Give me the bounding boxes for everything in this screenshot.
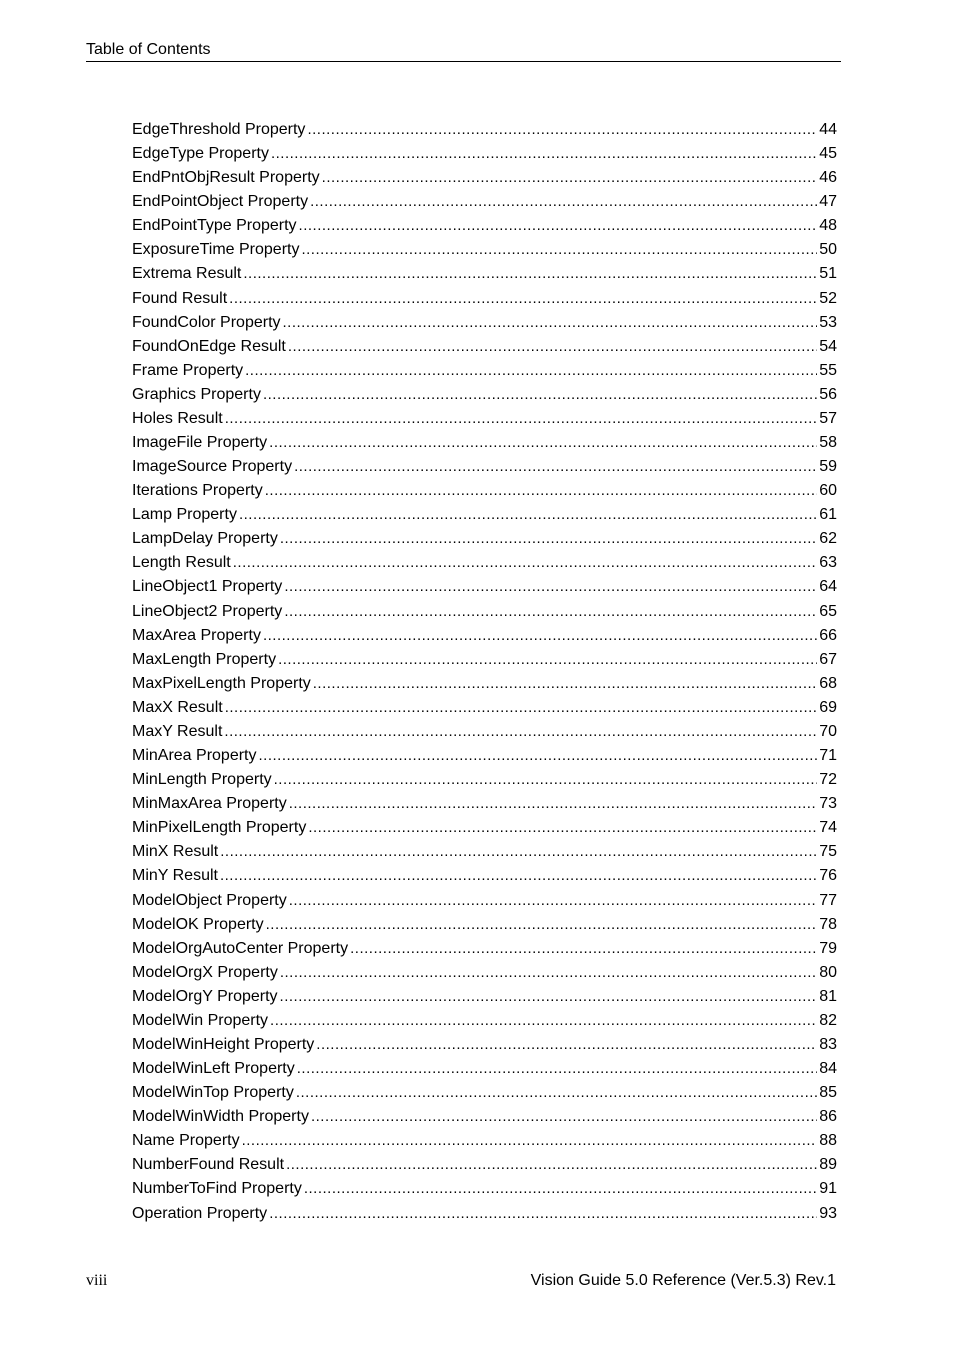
toc-entry-page-number[interactable]: 61	[819, 506, 837, 524]
toc-entry[interactable]	[132, 1177, 837, 1201]
toc-entry-page-number[interactable]: 58	[819, 434, 837, 452]
toc-entry-page-number[interactable]: 51	[819, 265, 837, 283]
toc-entry[interactable]	[132, 792, 837, 816]
toc-entry[interactable]	[132, 214, 837, 238]
toc-dot-leader	[289, 792, 817, 816]
toc-entry-page-number[interactable]: 84	[819, 1060, 837, 1078]
toc-entry[interactable]	[132, 961, 837, 985]
toc-entry-page-number[interactable]: 71	[819, 747, 837, 765]
toc-dot-leader	[284, 600, 817, 624]
toc-entry[interactable]	[132, 527, 837, 551]
toc-entry[interactable]	[132, 503, 837, 527]
toc-entry-title[interactable]: Graphics Property	[132, 385, 261, 403]
toc-entry-page-number[interactable]: 81	[819, 987, 837, 1005]
toc-dot-leader	[284, 575, 817, 599]
page-header	[86, 40, 841, 62]
toc-dot-leader	[259, 744, 818, 768]
toc-dot-leader	[225, 407, 818, 431]
toc-entry-title[interactable]: NumberFound Result	[132, 1156, 285, 1174]
toc-entry-page-number[interactable]: 76	[819, 867, 837, 885]
toc-entry-title[interactable]: Iterations Property	[132, 482, 263, 500]
toc-dot-leader	[243, 262, 817, 286]
toc-entry-page-number[interactable]: 53	[819, 313, 837, 331]
toc-dot-leader	[220, 840, 817, 864]
toc-entry-title[interactable]: ExposureTime Property	[132, 241, 300, 259]
toc-entry[interactable]	[132, 985, 837, 1009]
toc-entry-page-number[interactable]: 89	[819, 1156, 837, 1174]
toc-entry[interactable]	[132, 1105, 837, 1129]
toc-dot-leader	[310, 190, 817, 214]
toc-entry-page-number[interactable]: 50	[819, 241, 837, 259]
toc-entry[interactable]	[132, 359, 837, 383]
toc-dot-leader	[280, 527, 817, 551]
toc-entry-title[interactable]: LampDelay Property	[132, 530, 278, 548]
toc-entry[interactable]	[132, 287, 837, 311]
toc-dot-leader	[263, 383, 817, 407]
toc-entry[interactable]	[132, 455, 837, 479]
toc-dot-leader	[286, 1153, 817, 1177]
toc-entry[interactable]	[132, 142, 837, 166]
toc-entry-page-number[interactable]: 85	[819, 1084, 837, 1102]
toc-entry-page-number[interactable]: 83	[819, 1035, 837, 1053]
toc-entry-page-number[interactable]: 52	[819, 289, 837, 307]
toc-dot-leader	[304, 1177, 817, 1201]
toc-entry-title[interactable]: NumberToFind Property	[132, 1180, 302, 1198]
toc-entry-page-number[interactable]: 79	[819, 939, 837, 957]
toc-dot-leader	[307, 118, 817, 142]
toc-entry-title[interactable]: ModelWinTop Property	[132, 1084, 294, 1102]
toc-entry-title[interactable]: Operation Property	[132, 1204, 268, 1222]
toc-entry[interactable]	[132, 1129, 837, 1153]
toc-dot-leader	[271, 142, 817, 166]
toc-dot-leader	[242, 1129, 818, 1153]
toc-entry-title[interactable]: EdgeType Property	[132, 145, 269, 163]
toc-entry-page-number[interactable]: 66	[819, 626, 837, 644]
toc-entry-page-number[interactable]: 78	[819, 915, 837, 933]
toc-dot-leader	[224, 720, 817, 744]
toc-dot-leader	[278, 648, 817, 672]
toc-entry[interactable]	[132, 864, 837, 888]
toc-entry-title[interactable]: LineObject1 Property	[132, 578, 283, 596]
toc-entry[interactable]	[132, 407, 837, 431]
toc-entry[interactable]	[132, 937, 837, 961]
toc-entry-title[interactable]: ImageFile Property	[132, 434, 268, 452]
toc-entry[interactable]	[132, 238, 837, 262]
toc-entry-page-number[interactable]: 91	[819, 1180, 837, 1198]
toc-entry-title[interactable]: MaxPixelLength Property	[132, 674, 311, 692]
toc-entry[interactable]	[132, 816, 837, 840]
toc-entry[interactable]	[132, 1153, 837, 1177]
toc-dot-leader	[313, 672, 817, 696]
toc-entry[interactable]	[132, 1033, 837, 1057]
toc-dot-leader	[301, 238, 817, 262]
toc-entry-title[interactable]: MinX Result	[132, 843, 219, 861]
toc-entry[interactable]	[132, 648, 837, 672]
toc-dot-leader	[289, 889, 817, 913]
toc-entry-title[interactable]: MinMaxArea Property	[132, 795, 287, 813]
toc-entry-title[interactable]: LineObject2 Property	[132, 602, 283, 620]
toc-dot-leader	[225, 696, 818, 720]
toc-entry[interactable]	[132, 696, 837, 720]
toc-dot-leader	[265, 479, 817, 503]
toc-dot-leader	[233, 551, 817, 575]
toc-entry-title[interactable]: MaxX Result	[132, 698, 223, 716]
toc-entry-title[interactable]: MaxY Result	[132, 722, 223, 740]
toc-entry-page-number[interactable]: 64	[819, 578, 837, 596]
toc-entry-page-number[interactable]: 77	[819, 891, 837, 909]
toc-entry-title[interactable]: MaxLength Property	[132, 650, 277, 668]
toc-entry-page-number[interactable]: 65	[819, 602, 837, 620]
toc-entry-page-number[interactable]: 62	[819, 530, 837, 548]
toc-entry-title[interactable]: ModelObject Property	[132, 891, 287, 909]
toc-dot-leader	[239, 503, 817, 527]
toc-entry-title[interactable]: ModelWinWidth Property	[132, 1108, 309, 1126]
table-of-contents-list	[132, 118, 837, 1226]
toc-entry[interactable]	[132, 575, 837, 599]
toc-entry[interactable]	[132, 840, 837, 864]
toc-entry-title[interactable]: FoundColor Property	[132, 313, 281, 331]
toc-entry-page-number[interactable]: 54	[819, 337, 837, 355]
toc-entry[interactable]	[132, 744, 837, 768]
toc-entry-page-number[interactable]: 46	[819, 169, 837, 187]
toc-entry-page-number[interactable]: 68	[819, 674, 837, 692]
toc-entry-page-number[interactable]: 63	[819, 554, 837, 572]
toc-entry-page-number[interactable]: 48	[819, 217, 837, 235]
toc-entry-title[interactable]: ModelWinHeight Property	[132, 1035, 315, 1053]
toc-entry-title[interactable]: ModelWin Property	[132, 1011, 269, 1029]
toc-entry-title[interactable]: EndPointObject Property	[132, 193, 309, 211]
toc-entry-page-number[interactable]: 55	[819, 361, 837, 379]
toc-entry[interactable]	[132, 335, 837, 359]
toc-entry[interactable]	[132, 600, 837, 624]
toc-entry-page-number[interactable]: 45	[819, 145, 837, 163]
toc-entry[interactable]	[132, 190, 837, 214]
toc-entry[interactable]	[132, 889, 837, 913]
toc-entry-page-number[interactable]: 80	[819, 963, 837, 981]
toc-entry-title[interactable]: Extrema Result	[132, 265, 242, 283]
toc-entry[interactable]	[132, 431, 837, 455]
toc-dot-leader	[296, 1081, 817, 1105]
toc-entry-page-number[interactable]: 86	[819, 1108, 837, 1126]
toc-entry-title[interactable]: MinPixelLength Property	[132, 819, 307, 837]
toc-entry-title[interactable]: FoundOnEdge Result	[132, 337, 286, 355]
toc-entry-page-number[interactable]: 44	[819, 121, 837, 138]
toc-entry-title[interactable]: MinY Result	[132, 867, 218, 885]
toc-entry-page-number[interactable]: 82	[819, 1011, 837, 1029]
toc-entry-page-number[interactable]: 93	[819, 1204, 837, 1222]
toc-entry-page-number[interactable]: 47	[819, 193, 837, 211]
toc-entry-page-number[interactable]: 67	[819, 650, 837, 668]
toc-entry-title[interactable]: Found Result	[132, 289, 228, 307]
toc-dot-leader	[280, 961, 817, 985]
toc-entry[interactable]	[132, 479, 837, 503]
toc-entry-title[interactable]: ModelOrgX Property	[132, 963, 278, 981]
toc-entry[interactable]	[132, 1009, 837, 1033]
toc-entry-title[interactable]: ModelOrgAutoCenter Property	[132, 939, 349, 957]
toc-entry[interactable]	[132, 118, 837, 142]
toc-entry-title[interactable]: MaxArea Property	[132, 626, 261, 644]
toc-dot-leader	[308, 816, 817, 840]
toc-dot-leader	[299, 214, 818, 238]
toc-entry[interactable]	[132, 383, 837, 407]
toc-dot-leader	[263, 624, 817, 648]
toc-entry-title[interactable]: ModelOrgY Property	[132, 987, 278, 1005]
toc-entry[interactable]	[132, 672, 837, 696]
toc-entry[interactable]	[132, 311, 837, 335]
toc-entry-page-number[interactable]: 72	[819, 771, 837, 789]
footer-page-number: viii	[86, 1272, 108, 1289]
toc-dot-leader	[269, 1202, 817, 1226]
toc-entry-title[interactable]: Holes Result	[132, 409, 223, 427]
toc-dot-leader	[288, 335, 817, 359]
toc-entry-page-number[interactable]: 56	[819, 385, 837, 403]
toc-entry-title[interactable]: ModelWinLeft Property	[132, 1060, 295, 1078]
toc-entry-title[interactable]: Name Property	[132, 1132, 240, 1150]
toc-entry[interactable]	[132, 720, 837, 744]
toc-entry-page-number[interactable]: 88	[819, 1132, 837, 1150]
header-title: Table of Contents	[86, 41, 211, 58]
toc-entry-title[interactable]: MinArea Property	[132, 747, 257, 765]
toc-entry-page-number[interactable]: 74	[819, 819, 837, 837]
toc-entry-title[interactable]: Lamp Property	[132, 506, 237, 524]
toc-entry-page-number[interactable]: 57	[819, 409, 837, 427]
toc-entry[interactable]	[132, 551, 837, 575]
toc-dot-leader	[322, 166, 818, 190]
toc-entry-page-number[interactable]: 73	[819, 795, 837, 813]
toc-entry-title[interactable]: EdgeThreshold Property	[132, 121, 306, 138]
toc-entry-title[interactable]: ImageSource Property	[132, 458, 293, 476]
footer-document-title: Vision Guide 5.0 Reference (Ver.5.3) Rev.1	[530, 1272, 836, 1289]
toc-entry[interactable]	[132, 1057, 837, 1081]
toc-entry-title[interactable]: Frame Property	[132, 361, 244, 379]
toc-entry[interactable]	[132, 262, 837, 286]
toc-dot-leader	[350, 937, 817, 961]
toc-dot-leader	[280, 985, 818, 1009]
toc-entry[interactable]	[132, 1202, 837, 1226]
toc-entry-title[interactable]: EndPointType Property	[132, 217, 297, 235]
toc-entry[interactable]	[132, 166, 837, 190]
toc-dot-leader	[269, 431, 817, 455]
toc-dot-leader	[266, 913, 818, 937]
toc-entry-page-number[interactable]: 59	[819, 458, 837, 476]
toc-dot-leader	[294, 455, 817, 479]
toc-dot-leader	[229, 287, 817, 311]
toc-entry[interactable]	[132, 768, 837, 792]
toc-entry-title[interactable]: Length Result	[132, 554, 231, 572]
toc-entry[interactable]	[132, 1081, 837, 1105]
toc-dot-leader	[274, 768, 818, 792]
toc-entry-title[interactable]: EndPntObjResult Property	[132, 169, 320, 187]
toc-dot-leader	[245, 359, 817, 383]
toc-dot-leader	[316, 1033, 817, 1057]
toc-entry[interactable]	[132, 913, 837, 937]
toc-entry[interactable]	[132, 624, 837, 648]
toc-dot-leader	[311, 1105, 817, 1129]
toc-entry-page-number[interactable]: 75	[819, 843, 837, 861]
toc-entry-page-number[interactable]: 60	[819, 482, 837, 500]
toc-entry-page-number[interactable]: 70	[819, 722, 837, 740]
toc-entry-page-number[interactable]: 69	[819, 698, 837, 716]
toc-dot-leader	[270, 1009, 817, 1033]
toc-dot-leader	[283, 311, 818, 335]
toc-entry-title[interactable]: MinLength Property	[132, 771, 272, 789]
toc-entry-title[interactable]: ModelOK Property	[132, 915, 264, 933]
toc-dot-leader	[297, 1057, 817, 1081]
toc-dot-leader	[220, 864, 817, 888]
